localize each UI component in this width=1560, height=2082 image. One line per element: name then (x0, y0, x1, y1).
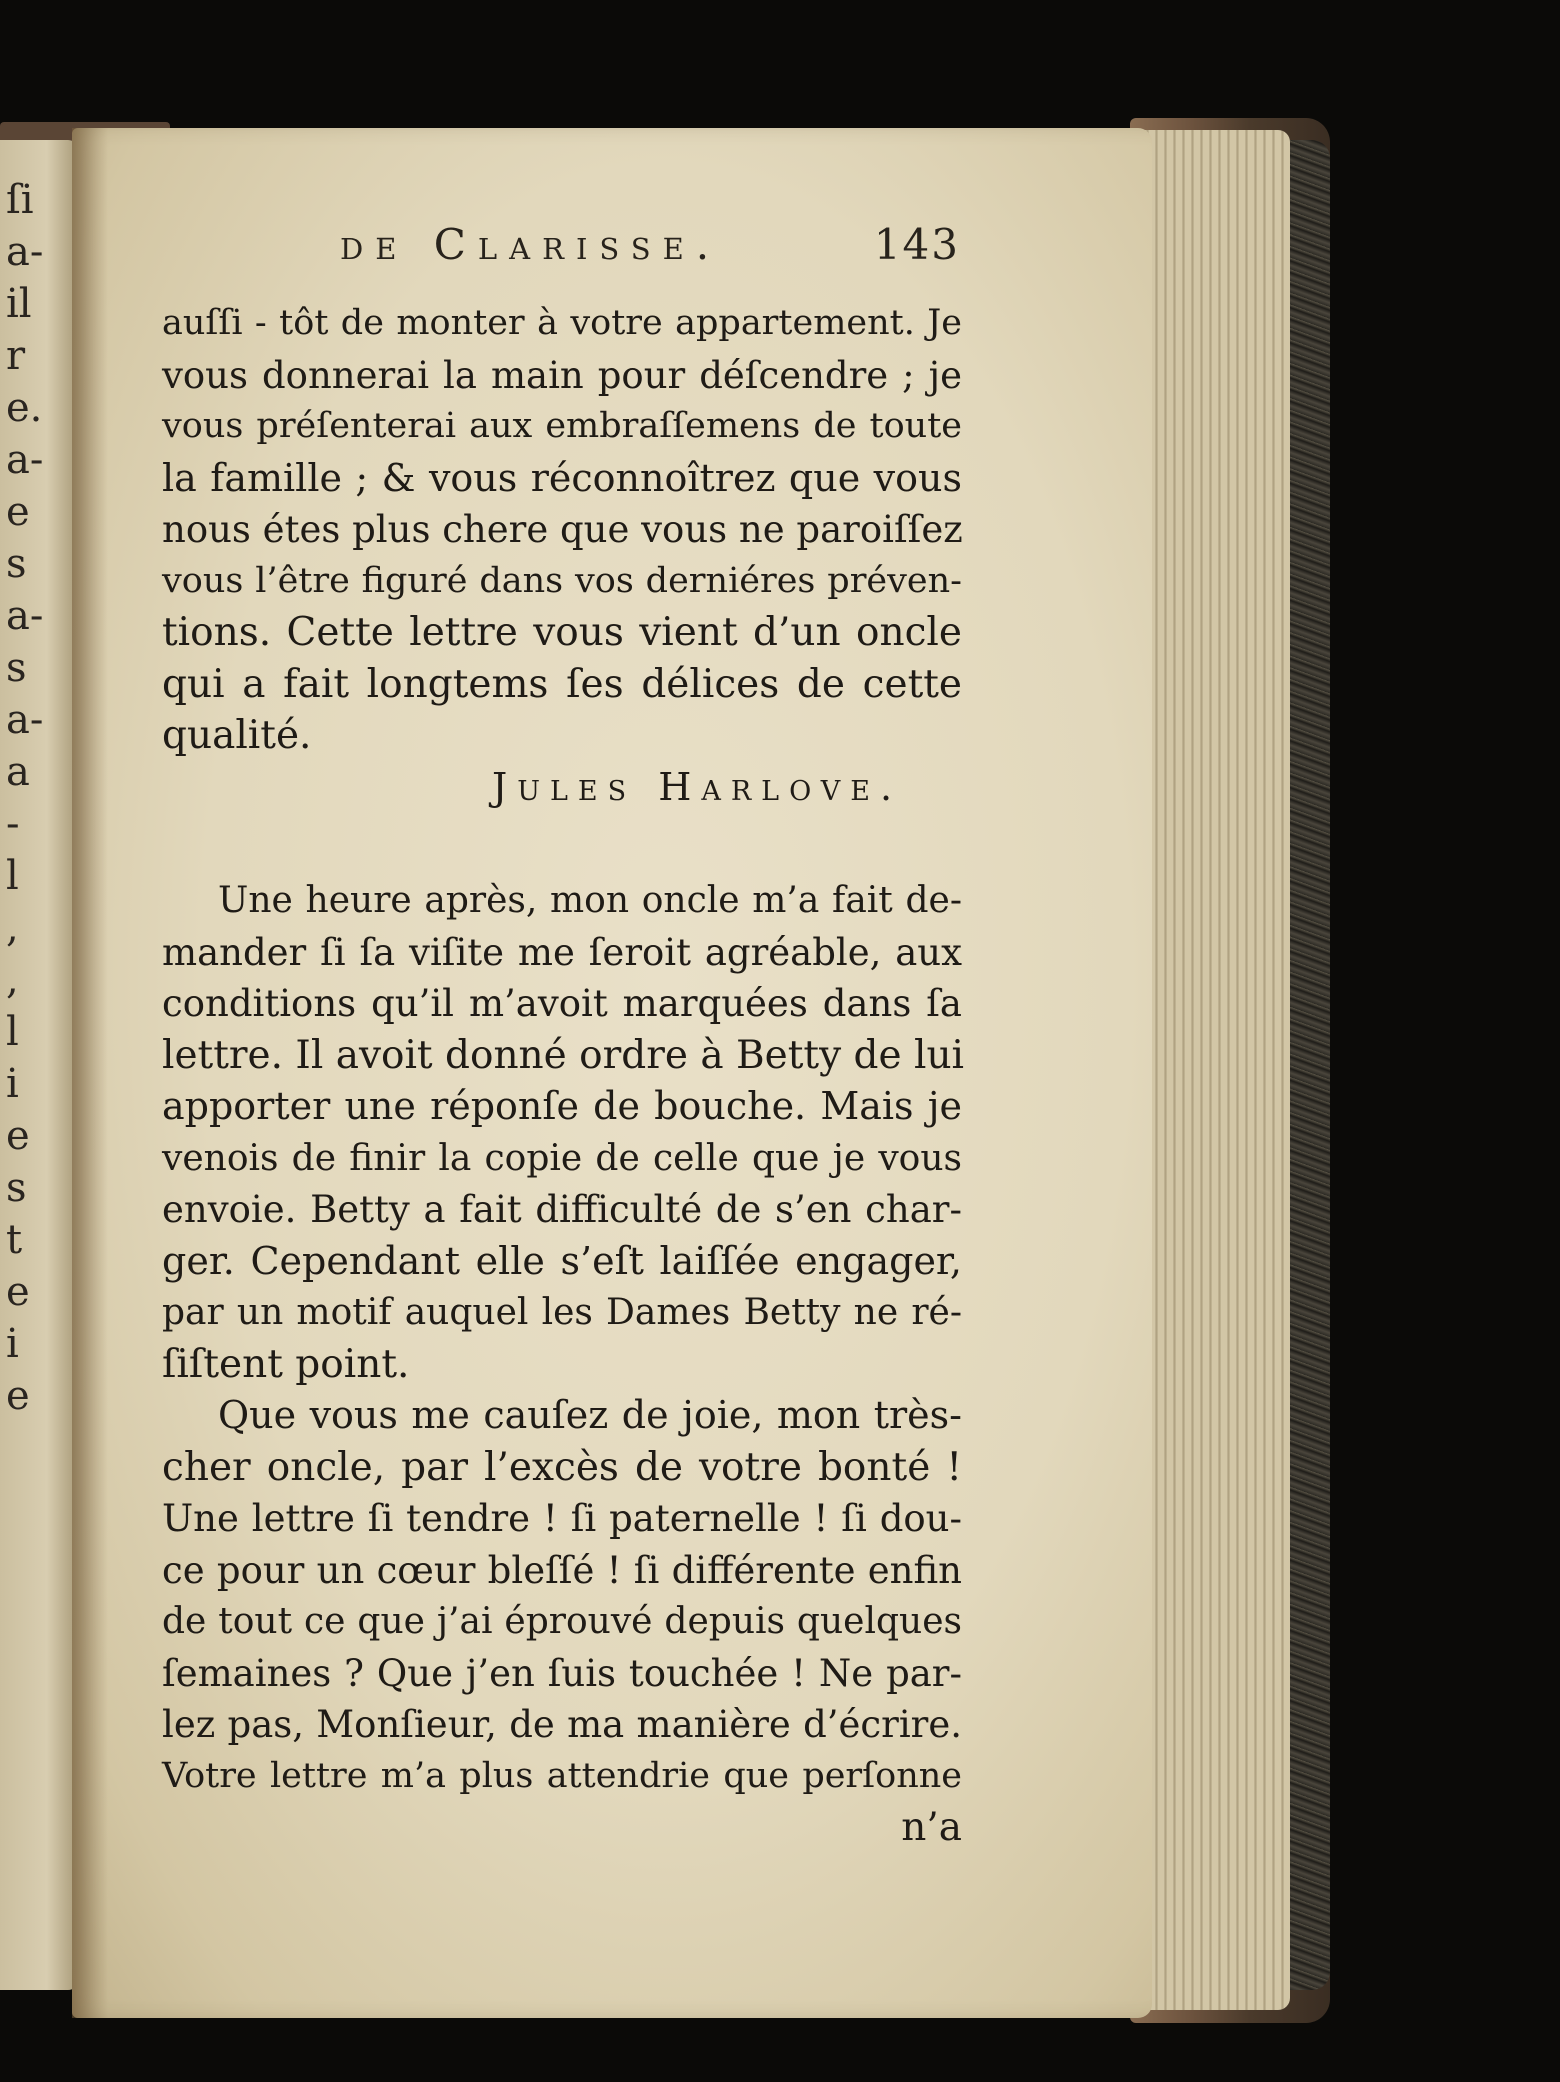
text-line: vous préſenterai aux embraſſemens de toute (162, 406, 962, 446)
text-line: venois de finir la copie de celle que je vous (162, 1137, 962, 1179)
left-margin-fragment: a (6, 749, 30, 795)
page-stack-edge (1140, 130, 1290, 2010)
text-line: qui a fait longtems ſes délices de cette (162, 661, 962, 707)
left-margin-fragment: l (6, 1009, 19, 1055)
text-line: ſemaines ? Que j’en ſuis touchée ! Ne par- (162, 1651, 962, 1695)
left-margin-fragment: e. (6, 385, 43, 431)
text-line: lez pas, Monſieur, de ma manière d’écrire. (162, 1703, 962, 1746)
text-line: Une heure après, mon oncle m’a fait de- (218, 880, 962, 921)
text-line: Que vous me cauſez de joie, mon très- (218, 1393, 962, 1437)
text-line: auſſi - tôt de monter à votre appartement. Je (162, 303, 962, 343)
left-margin-fragment: r (6, 333, 26, 379)
text-line: lettre. Il avoit donné ordre à Betty de lui (162, 1032, 965, 1078)
left-margin-fragment: , (6, 905, 19, 951)
left-margin-fragment: a- (6, 593, 44, 639)
text-line: tions. Cette lettre vous vient d’un oncle (162, 610, 962, 655)
text-line: envoie. Betty a fait difficulté de s’en char- (162, 1188, 962, 1231)
left-margin-fragment: s (6, 1165, 27, 1211)
left-margin-fragment: s (6, 645, 27, 691)
text-line: par un motif auquel les Dames Betty ne ré- (162, 1292, 962, 1333)
previous-page-edge (0, 140, 78, 1990)
text-line: mander ſi ſa viſite me ſeroit agréable, aux (162, 930, 962, 974)
text-line: la famille ; & vous réconnoîtrez que vous (162, 455, 962, 500)
paragraph (162, 875, 965, 1390)
marbled-cover (1290, 140, 1330, 1990)
text-line: ſiſtent point. (162, 1341, 410, 1387)
text-line: Une lettre ſi tendre ! ſi paternelle ! ſi dou- (162, 1497, 962, 1540)
left-margin-fragment: e (6, 489, 30, 535)
letter-signature: Jules Harlove. (492, 764, 903, 809)
text-line: conditions qu’il m’avoit marquées dans ſa (162, 982, 962, 1025)
left-margin-fragment: e (6, 1269, 30, 1315)
left-margin-fragment: t (6, 1217, 23, 1263)
catchword: n’a (901, 1805, 962, 1850)
left-margin-fragment: ſi (6, 177, 34, 223)
left-margin-fragment: , (6, 957, 19, 1003)
left-margin-fragment: s (6, 541, 27, 587)
left-margin-fragment: l (6, 853, 19, 899)
text-line: cher oncle, par l’excès de votre bonté ! (162, 1444, 962, 1490)
running-head-title: de Clarisse. (340, 220, 722, 269)
text-line: Votre lettre m’a plus attendrie que perſonne (162, 1755, 962, 1796)
gutter-shadow (72, 128, 108, 2018)
page-number: 143 (873, 220, 960, 269)
text-line: apporter une réponſe de bouche. Mais je (162, 1084, 962, 1128)
left-margin-fragment: - (6, 801, 20, 847)
letter-ending (162, 298, 962, 813)
paragraph-gap (162, 813, 962, 875)
text-line: vous l’être figuré dans vos derniéres préven- (162, 560, 962, 601)
left-margin-fragment: il (6, 281, 32, 327)
paragraph (162, 1390, 962, 1854)
text-line: ce pour un cœur bleſſé ! ſi différente enfin (162, 1548, 962, 1592)
left-margin-fragment: a- (6, 437, 44, 483)
running-head (300, 220, 960, 280)
text-line: nous étes plus chere que vous ne paroiſſez (162, 508, 963, 551)
text-line: de tout ce que j’ai éprouvé depuis quelques (162, 1601, 962, 1642)
left-margin-fragment: i (6, 1321, 19, 1367)
text-line: qualité. (162, 713, 312, 758)
text-line: ger. Cependant elle s’eſt laiſſée engager, (162, 1238, 962, 1283)
left-margin-fragment: e (6, 1113, 30, 1159)
left-margin-fragment: i (6, 1061, 19, 1107)
left-margin-fragment: a- (6, 229, 44, 275)
text-line: vous donnerai la main pour déſcendre ; je (162, 353, 962, 397)
page-text (162, 298, 965, 1854)
left-margin-fragment: a- (6, 697, 44, 743)
left-margin-fragment: e (6, 1373, 30, 1419)
